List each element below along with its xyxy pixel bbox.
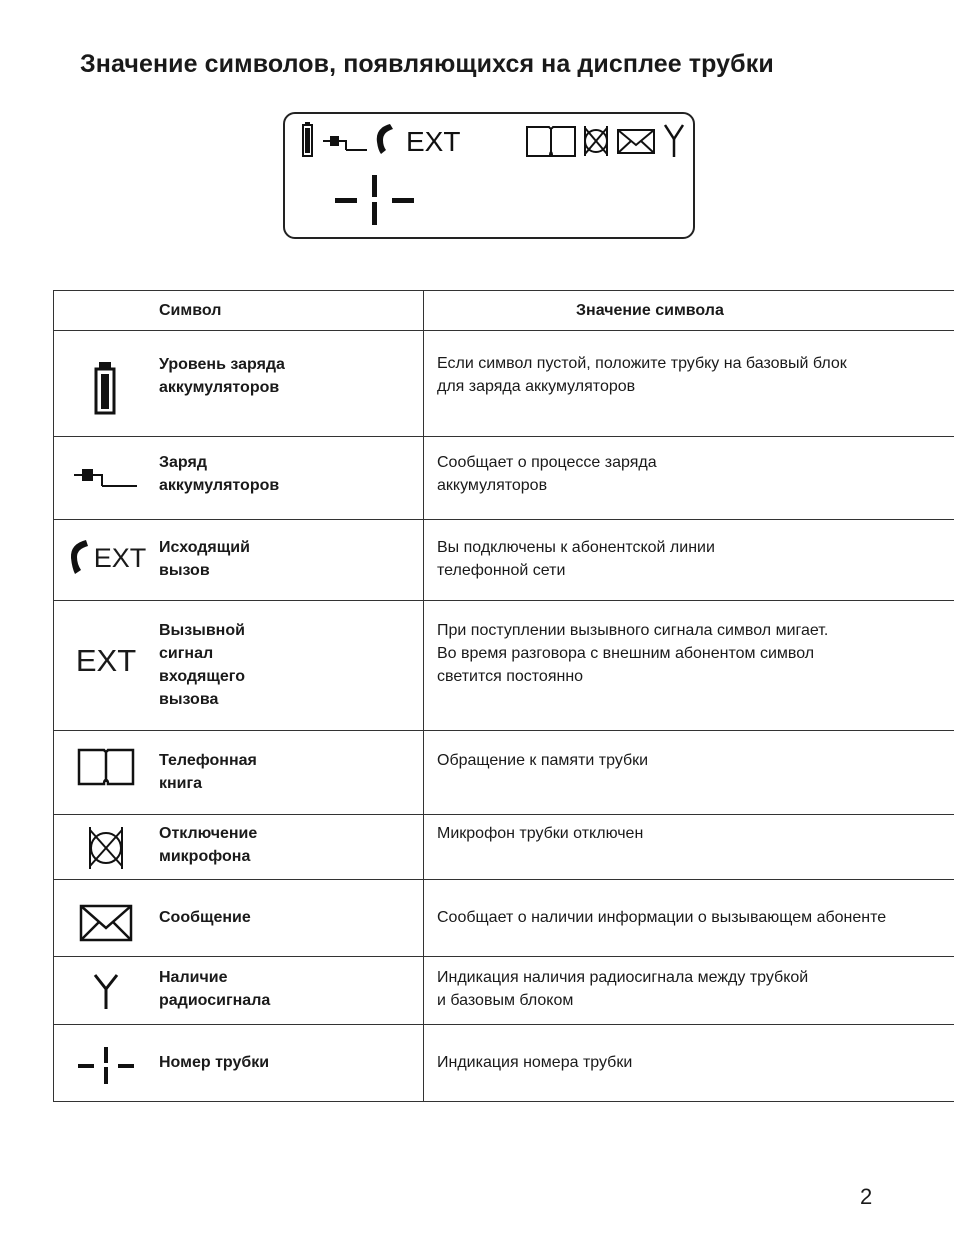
symbol-name: Заряд аккумуляторов [159,454,280,494]
display-handset-icon [377,124,393,154]
page-number: 2 [860,1184,873,1209]
header-meaning: Значение символа [424,291,954,331]
symbol-description: При поступлении вызывного сигнала символ мигает. Во время разговора с внешним абонентом символ светится постоянно [437,622,829,685]
header-symbol: Символ [54,291,424,331]
symbol-description: Сообщает о процессе заряда аккумуляторов [437,454,657,494]
table-row [54,957,954,1025]
display-handset-number [335,175,414,225]
symbol-description: Обращение к памяти трубки [437,752,649,769]
symbol-description: Вы подключены к абонентской линии телефонной сети [437,539,715,579]
table-row [54,331,954,437]
display-mic-off-icon [585,126,607,156]
symbol-name: Уровень заряда аккумуляторов [159,356,285,396]
ext-icon: EXT [75,643,137,678]
display-battery-icon [303,122,312,156]
battery-icon [54,361,158,415]
page-title: Значение символов, появляющихся на дисплее трубки [80,50,774,78]
symbol-name: Номер трубки [159,1054,270,1071]
symbol-name: Телефонная книга [159,752,257,792]
table-header-row [54,291,954,331]
handset-ext-icon: EXT [54,538,158,578]
display-envelope-icon [618,130,654,153]
symbol-description: Сообщает о наличии информации о вызывающем абоненте [437,909,887,926]
phonebook-icon [54,745,158,789]
display-charging-plug-icon [323,136,367,150]
table-row [54,601,954,731]
antenna-icon [54,973,158,1011]
display-antenna-icon [665,125,683,157]
table-row [54,731,954,815]
display-ext-label: EXT [406,126,461,157]
symbol-description: Индикация наличия радиосигнала между трубкой и базовым блоком [437,969,809,1009]
handset-number-icon [54,1044,158,1086]
symbol-name: Наличие радиосигнала [159,969,271,1009]
symbol-description: Микрофон трубки отключен [437,825,644,842]
display-phonebook-icon [527,127,575,156]
symbols-table [53,290,954,1102]
charging-plug-icon [54,467,158,493]
mic-off-icon [54,825,158,871]
symbol-description: Если символ пустой, положите трубку на базовый блок для заряда аккумуляторов [437,355,847,395]
symbol-name: Исходящий вызов [159,539,250,579]
envelope-icon [54,903,158,943]
table-row [54,437,954,520]
symbol-name: Сообщение [159,909,251,926]
symbol-description: Индикация номера трубки [437,1054,633,1071]
table-row [54,815,954,880]
handset-display [283,112,695,239]
symbol-name: Отключение микрофона [159,825,258,865]
table-row [54,520,954,601]
table-row [54,1025,954,1102]
symbol-name: Вызывной сигнал входящего вызова [159,622,246,708]
table-row [54,880,954,957]
